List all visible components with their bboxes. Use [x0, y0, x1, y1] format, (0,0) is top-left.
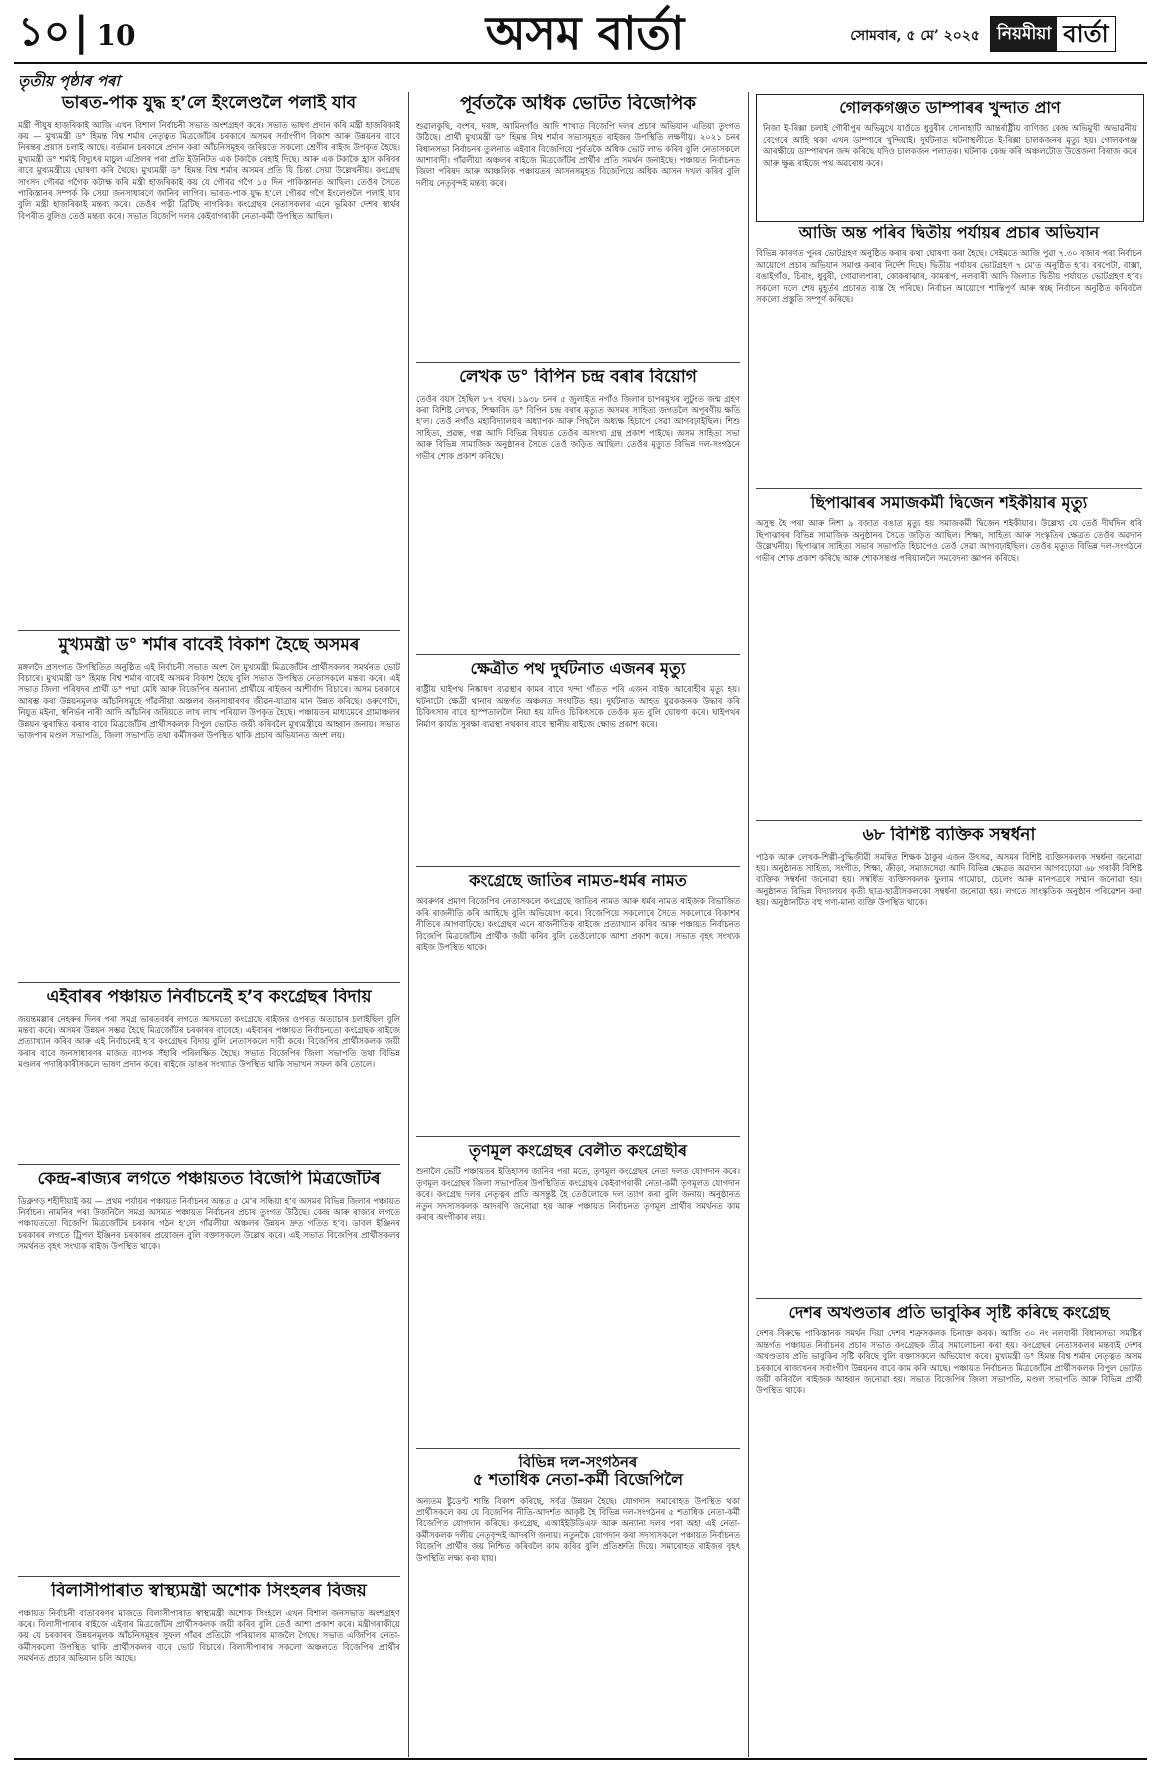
- headline: কংগ্ৰেছে জাতিৰ নামত-ধৰ্মৰ নামত: [469, 872, 687, 890]
- headline: ছিপাঝাৰৰ সমাজকৰ্মী দ্বিজেন শইকীয়াৰ মৃত্যু: [810, 494, 1088, 512]
- section-title: অসম বাৰ্তা: [485, 6, 685, 60]
- article-congress-patriotism: [756, 1304, 1142, 1754]
- divider: [416, 654, 740, 655]
- page-number-bengali: ১০: [18, 8, 70, 55]
- headline-line2: ৫ শতাধিক নেতা-কৰ্মী বিজেপিলৈ: [472, 1470, 684, 1490]
- headline: দেশৰ অখণ্ডতাৰ প্ৰতি ভাবুকিৰ সৃষ্টি কৰিছে কংগ্ৰেছ: [788, 1304, 1110, 1322]
- article-body: অন্যতম ষ্টুডেণ্ট শান্তি বিকাশ কৰিছে, সৰ্বত্ৰ উন্নয়ন হৈছে। যোগদান সমাৰোহত উপস্থিত থকা প্ৰাৰ্থীসকলে কয় যে বিজেপিৰ নীতি-আদৰ্শত আকৃষ্ট হৈ বিভিন্ন দল-সংগঠনৰ ৫ শতাধিক নেতা-কৰ্মী বিজেপিত যোগদান কৰিছে। কংগ্ৰেছ, এআইইউডিএফ আৰু অন্যান্য দলৰ পৰা অহা এই নেতা-কৰ্মীসকলক দলীয় নেতৃবৃন্দই আদৰণি জনায়। নতুনকৈ যোগদান কৰা সদস্যসকলে পঞ্চায়ত নিৰ্বাচনত বিজেপি প্ৰাৰ্থীৰ জয় নিশ্চিত কৰিবলৈ কাম কৰিব বুলি প্ৰতিশ্ৰুতি দিয়ে। সমাৰোহত ৰাইজৰ বৃহৎ উপস্থিতি লক্ষ্য কৰা যায়।: [416, 1495, 740, 1563]
- article-second-phase: [756, 224, 1142, 482]
- article-dwijen-saikia: [756, 494, 1142, 814]
- article-golakganj: [756, 94, 1144, 222]
- article-centre-state: [18, 1170, 400, 1570]
- article-congress-religion: [416, 872, 740, 1130]
- column-divider-2: [748, 92, 749, 1757]
- headline: লেখক ড° বিপিন চন্দ্ৰ বৰাৰ বিয়োগ: [459, 368, 697, 387]
- article-accident: [416, 660, 740, 860]
- article-body: মন্ত্ৰী পীযুষ হাজৰিকাই আজি এখন বিশাল নিৰ্বাচনী সভাত অংশগ্ৰহণ কৰে। সভাত ভাষণ প্ৰদান কৰি মন্ত্ৰী হাজৰিকাই কয় — মুখ্যমন্ত্ৰী ড° হিমন্ত বিশ্ব শৰ্মাৰ নেতৃত্বত মিত্ৰজোঁটৰ চৰকাৰে অসমৰ সৰ্বাংগীণ বিকাশ আৰু উন্নয়নৰ বাবে নিৰন্তৰ প্ৰয়াস চলাই আছে। বৰ্তমান চৰকাৰে প্ৰদান কৰা আঁচনিসমূহৰ জৰিয়তে সকলো শ্ৰেণীৰ ৰাইজ উপকৃত হৈছে। মুখ্যমন্ত্ৰী ড° শৰ্মাই বিদ্যুৎৰ মাচুল এপ্ৰিলৰ পৰা প্ৰতি ইউনিটত এক টকাকৈ ৰেহাই দিছে। আৰু এক টকাকৈ হ্ৰাস কৰিবৰ বাবে মুখ্যমন্ত্ৰীয়ে ঘোষণা কৰি থৈছে। মুখ্যমন্ত্ৰী ড° হিমন্ত বিশ্ব শৰ্মাৰ অসমৰ প্ৰতি যি চিন্তা সেয়া উল্লেখনীয়। কংগ্ৰেছ সাংসদ গৌৰৱ গগৈক কটাক্ষ কৰি মন্ত্ৰী হাজৰিকাই কয় যে গৌৰৱ গগৈ ১৫ দিন পাকিস্তানত আছিল। তেওঁৰ সৈতে পাকিস্তানৰ সম্পৰ্ক কি সেয়া জনসাধাৰণে জানিব লাগিব। ভাৰত-পাক যুদ্ধ হ’লে গৌৰৱ গগৈ ইংলেণ্ডলৈ পলাই যাব বুলি মন্ত্ৰী হাজৰিকাই মন্তব্য কৰে। তেওঁৰ পত্নী ব্ৰিটিছ নাগৰিক। কংগ্ৰেছৰ নেতাসকলৰ এনে ভূমিকা দেশৰ স্বাৰ্থৰ বিপৰীত বুলিও তেওঁ মন্তব্য কৰে। সভাত বিজেপি দলৰ কেইবাগৰাকী নেতা-কৰ্মী উপস্থিত আছিল।: [18, 119, 400, 221]
- column-divider-1: [408, 92, 409, 1757]
- logo-part2: বাৰ্তা: [1063, 19, 1109, 48]
- divider: [18, 1576, 400, 1577]
- article-body: জয়ন্তমল্লাৰ নেহৰুৰ দিনৰ পৰা সমগ্ৰ ভাৰতবৰ্ষৰ লগতে অসমতো কংগ্ৰেছে ৰাইজৰ ওপৰত অত্যাচাৰ চলাইছিল বুলি মন্তব্য কৰে। অসমৰ উন্নয়ন সম্ভৱ হৈছে মিত্ৰজোঁটৰ চৰকাৰৰ বাবেহে। এইবাৰৰ পঞ্চায়ত নিৰ্বাচনতো কংগ্ৰেছক ৰাইজে প্ৰত্যাখ্যান কৰিব আৰু এই নিৰ্বাচনেই হ’ব কংগ্ৰেছৰ বিদায় বুলি নেতাসকলে দাবী কৰে। বিজেপিৰ প্ৰাৰ্থীসকলক জয়ী কৰাৰ বাবে জনসাধাৰণৰ মাজত ব্যাপক সঁহাৰি পৰিলক্ষিত হৈছে। সভাত বিজেপিৰ জিলা সভাপতি তথা বিভিন্ন মণ্ডলৰ পদাধিকাৰীসকলে ভাষণ প্ৰদান কৰে। ৰাইজে ডাঙৰ সংখ্যাত উপস্থিত থাকি সভাখন সফল কৰি তোলে।: [18, 1013, 400, 1070]
- headline: কেন্দ্ৰ-ৰাজ্যৰ লগতে পঞ্চায়তত বিজেপি মিত্ৰজোঁটৰ: [37, 1170, 381, 1189]
- headline-line1: বিভিন্ন দল-সংগঠনৰ: [518, 1454, 638, 1471]
- article-body: দেশৰ বিৰুদ্ধে পাকিস্তানক সমৰ্থন দিয়া দেশৰ শত্ৰুসকলক চিনাক্ত কৰক। আজি ৩০ নং নলবাৰী বিধানসভা সমষ্টিৰ অন্তৰ্গত পঞ্চায়ত নিৰ্বাচনৰ প্ৰচাৰ সভাত কংগ্ৰেছক তীব্ৰ সমালোচনা কৰা হয়। কংগ্ৰেছৰ নেতাসকলৰ মন্তব্যই দেশৰ অখণ্ডতাৰ প্ৰতি ভাবুকিৰ সৃষ্টি কৰিছে বুলি বক্তাসকলে অভিযোগ কৰে। মুখ্যমন্ত্ৰী ড° হিমন্ত বিশ্ব শৰ্মাৰ নেতৃত্বত অসম চৰকাৰে ৰাজ্যখনৰ সৰ্বাংগীণ উন্নয়নৰ বাবে কাম কৰি আছে। পঞ্চায়ত নিৰ্বাচনত মিত্ৰজোঁটৰ প্ৰাৰ্থীসকলক বিপুল ভোটত জয়ী কৰিবলৈ ৰাইজক আহ্বান জনোৱা হয়। সভাত বিজেপিৰ জিলা সভাপতি, মণ্ডল সভাপতি আৰু বিভিন্ন প্ৰাৰ্থী উপস্থিত থাকে।: [756, 1328, 1142, 1396]
- article-body: শুনালৈ ভেটি পঞ্চায়তৰ ইতিহাসৰ জানিব পৰা মতে, তৃণমূল কংগ্ৰেছৰ নেতা দলত যোগদান কৰে। তৃণমূল কংগ্ৰেছৰ জিলা সভাপতিৰ উপস্থিতিত কংগ্ৰেছৰ কেইবাগৰাকী নেতা-কৰ্মী তৃণমূলত যোগদান কৰে। কংগ্ৰেছ দলৰ নেতৃত্বৰ প্ৰতি অসন্তুষ্ট হৈ তেওঁলোকে দল ত্যাগ কৰা বুলি জনায়। অনুষ্ঠানত নতুন সদস্যসকলক আদৰণি জনোৱা হয় আৰু পঞ্চায়ত নিৰ্বাচনত তৃণমূল প্ৰাৰ্থীৰ সমৰ্থনত কাম কৰাৰ অংগীকাৰ লয়।: [416, 1166, 740, 1223]
- article-body: পঞ্চায়ত নিৰ্বাচনী বাতাবৰণৰ মাজতে বিলাসীপাৰাত স্বাস্থ্যমন্ত্ৰী অশোক সিংহলে এখন বিশাল জনসভাত অংশগ্ৰহণ কৰে। বিলাসীপাৰাৰ ৰাইজে এইবাৰ মিত্ৰজোঁটৰ প্ৰাৰ্থীসকলক জয়ী কৰিব বুলি তেওঁ আশা প্ৰকাশ কৰে। মন্ত্ৰীগৰাকীয়ে কয় যে চৰকাৰৰ উন্নয়নমূলক আঁচনিসমূহৰ সুফল গাঁৱৰ প্ৰতিটো পৰিয়ালৰ মাজলৈ গৈছে। সভাত এজিপিৰ নেতা-কৰ্মীসকলো উপস্থিত থাকি প্ৰাৰ্থীসকলৰ বাবে ভোট বিচাৰে। বিলাসীপাৰাৰ সকলো অঞ্চলতে বিজেপিৰ প্ৰাৰ্থীৰ সমৰ্থনত প্ৰচাৰ অভিযান চলি আছে।: [18, 1607, 400, 1664]
- headline: পূৰ্বতকৈ অধিক ভোটত বিজেপিক: [460, 94, 696, 114]
- continuation-label: তৃতীয় পৃষ্ঠাৰ পৰা: [18, 72, 120, 90]
- issue-date: সোমবাৰ, ৫ মে’ ২০২৫: [850, 28, 980, 44]
- headline: তৃণমূল কংগ্ৰেছৰ বেলীত কংগ্ৰেছীৰ: [468, 1142, 688, 1160]
- newspaper-logo: [990, 16, 1116, 52]
- page-number: ১০ | 10: [18, 8, 136, 55]
- article-bilasipara: [18, 1582, 400, 1754]
- article-body: ৰাষ্ট্ৰীয় ঘাইপথ নিষ্কাষণ ব্যৱস্থাৰ কামৰ বাবে খন্দা গাঁতত পৰি এজন বাইক আৰোহীৰ মৃত্যু হয়। ঘটনাটো ক্ষেত্ৰী থানাৰ অন্তৰ্গত অঞ্চলত সংঘটিত হয়। দুৰ্ঘটনাত আহত যুৱকজনক উদ্ধাৰ কৰি চিকিৎসাৰ বাবে হাস্পতাললৈ নিয়া হয় যদিও চিকিৎসকে তেওঁক মৃত বুলি ঘোষণা কৰে। ঘাইপথৰ নিৰ্মাণ কাৰ্যত সুৰক্ষা ব্যৱস্থা নথকাৰ বাবে স্থানীয় ৰাইজে ক্ষোভ প্ৰকাশ কৰে।: [416, 684, 740, 729]
- headline: এইবাৰৰ পঞ্চায়ত নিৰ্বাচনেই হ’ব কংগ্ৰেছৰ বিদায়: [46, 988, 372, 1007]
- logo-part1: নিয়মীয়া: [991, 17, 1057, 51]
- divider: [756, 488, 1142, 489]
- article-body: অবৰুণৰ প্ৰমাণ বিজেপিৰ নেতাসকলে কংগ্ৰেছে জাতিৰ নামত আৰু ধৰ্মৰ নামত ৰাইজক বিভাজিত কৰি ৰাজনীতি কৰি আহিছে বুলি অভিযোগ কৰে। বিজেপিয়ে সকলোৰে সৈতে সকলোৰে বিকাশৰ নীতিৰে আগবাঢ়িছে। কংগ্ৰেছৰ এনে ৰাজনীতিক ৰাইজে প্ৰত্যাখ্যান কৰিব আৰু পঞ্চায়ত নিৰ্বাচনত বিজেপি মিত্ৰজোঁটৰ প্ৰাৰ্থীক জয়ী কৰিব বুলি তেওঁলোকে আশা প্ৰকাশ কৰে। সভাত বৃহৎ সংখ্যক ৰাইজ উপস্থিত থাকে।: [416, 896, 740, 953]
- headline: ক্ষেত্ৰীত পথ দুৰ্ঘটনাত এজনৰ মৃত্যু: [470, 660, 686, 678]
- headline: বিলাসীপাৰাত স্বাস্থ্যমন্ত্ৰী অশোক সিংহলৰ বিজয়: [51, 1582, 367, 1601]
- article-india-pak: [18, 94, 400, 624]
- divider: [416, 1448, 740, 1449]
- article-panchayat-congress: [18, 988, 400, 1158]
- divider: [416, 866, 740, 867]
- article-body: পাঠক আৰু লেখক-শিল্পী-বুদ্ধিজীৱী সমন্বিত শিক্ষক ঠাকুৰ এজন উৎসৱ, অসমৰ বিশিষ্ট ব্যক্তিসকলক সম্বৰ্ধনা জনোৱা হয়। অনুষ্ঠানত সাহিত্য, সংগীত, শিক্ষা, ক্ৰীড়া, সমাজসেৱা আদি বিভিন্ন ক্ষেত্ৰত অৱদান আগবঢ়োৱা ৬৮ গৰাকী বিশিষ্ট ব্যক্তিক সম্বৰ্ধনা জনোৱা হয়। সম্বৰ্ধিত ব্যক্তিসকলক ফুলাম গামোচা, চেলেং আৰু মানপত্ৰৰে সম্মান জনোৱা হয়। অনুষ্ঠানত বিভিন্ন বিদ্যালয়ৰ কৃতী ছাত্ৰ-ছাত্ৰীসকলকো সম্বৰ্ধনা জনোৱা হয়। লগতে সাংস্কৃতিক অনুষ্ঠান পৰিৱেশন কৰা হয়। অনুষ্ঠানটিত বহু গণ্য-মান্য ব্যক্তি উপস্থিত থাকে।: [756, 851, 1142, 908]
- article-body: ডিব্ৰুগড় শহীদীয়াই কয় — প্ৰথম পৰ্যায়ৰ পঞ্চায়ত নিৰ্বাচনৰ অন্তত ৫ মে’ৰ সন্ধিয়া হ’ব অসমৰ বিভিন্ন জিলাৰ পঞ্চায়ত নিৰ্বাচন। নামনিৰ পৰা উজনিলৈ সমগ্ৰ অসমত পঞ্চায়ত নিৰ্বাচনৰ প্ৰচাৰ তুংগত উঠিছে। কেন্দ্ৰ আৰু ৰাজ্যৰ লগতে পঞ্চায়ততো বিজেপি মিত্ৰজোঁটৰ চৰকাৰ গঠন হ’লে গাঁৱলীয়া অঞ্চলৰ উন্নয়ন দ্ৰুত গতিত হ’ব। ডাবল ইঞ্জিনৰ চৰকাৰৰ লগতে ট্ৰিপল ইঞ্জিনৰ চৰকাৰৰ প্ৰয়োজন বুলি বক্তাসকলে উল্লেখ কৰে। এই সভাত বিজেপিৰ প্ৰাৰ্থীসকলৰ সমৰ্থনত বৃহৎ সংখ্যক ৰাইজ উপস্থিত থাকে।: [18, 1195, 400, 1252]
- article-body: বিভিন্ন কাৰণত পুনৰ ভোটগ্ৰহণ অনুষ্ঠিত কৰাৰ কথা ঘোষণা কৰা হৈছে। সেইমতে আজি পুৱা ৭.৩০ বজাৰ পৰা নিৰ্বাচন আয়োগে প্ৰচাৰ অভিযান সমাপ্ত কৰাৰ নিৰ্দেশ দিছে। দ্বিতীয় পৰ্যায়ৰ ভোটগ্ৰহণ ৭ মে’ত অনুষ্ঠিত হ’ব। বৰপেটা, বাক্সা, বঙাইগাঁও, চিৰাং, ধুবুৰী, গোৱালপাৰা, কোকৰাঝাৰ, কামৰূপ, নলবাৰী আদি জিলাত দ্বিতীয় পৰ্যায়ত ভোটগ্ৰহণ হ’ব। সকলো দলে শেষ মুহূৰ্তৰ প্ৰচাৰত ব্যস্ত হৈ পৰিছে। নিৰ্বাচন আয়োগে শান্তিপূৰ্ণ আৰু স্বচ্ছ নিৰ্বাচন অনুষ্ঠিত কৰিবলৈ সকলো প্ৰস্তুতি সম্পূৰ্ণ কৰিছে।: [756, 248, 1142, 305]
- headline: ভাৰত-পাক যুদ্ধ হ’লে ইংলেণ্ডলৈ পলাই যাব: [61, 94, 357, 113]
- divider: [18, 982, 400, 983]
- article-body: তেওঁৰ বয়স হৈছিল ৮৭ বছৰ। ১৯৩৮ চনৰ ৫ জুলাইত নগাঁও জিলাৰ চাপৰমুখৰ লুটুংত জন্ম গ্ৰহণ কৰা বিশিষ্ট লেখক, শিক্ষাবিদ ড° বিপিন চন্দ্ৰ বৰাৰ মৃত্যুত অসমৰ সাহিত্য জগতলৈ অপূৰণীয় ক্ষতি হ’ল। তেওঁ নগাঁও মহাবিদ্যালয়ৰ অধ্যাপক আৰু পিছলৈ অধ্যক্ষ হিচাপে সেৱা আগবঢ়াইছিল। শিশু সাহিত্য, প্ৰৱন্ধ, গল্প আদি বিভিন্ন বিষয়ত তেওঁৰ অসংখ্য গ্ৰন্থ প্ৰকাশ পাইছে। অসম সাহিত্য সভা আৰু বিভিন্ন সামাজিক অনুষ্ঠানৰ সৈতে তেওঁ জড়িত আছিল। তেওঁৰ মৃত্যুত বিভিন্ন দল-সংগঠনে গভীৰ শোক প্ৰকাশ কৰিছে।: [416, 393, 740, 461]
- article-bipin-barua: [416, 368, 740, 648]
- article-five-hundred-join: [416, 1454, 740, 1754]
- article-body: শুৱালকুছি, বংশৰ, দৰঙ্গ, আমিনগাঁও আদি শাখাত বিজেপি দলৰ প্ৰচাৰ অভিযান এতিয়া তুংগত উঠিছে। প্ৰাৰ্থী মুখ্যমন্ত্ৰী ড° হিমন্ত বিশ্ব শৰ্মাৰ সভাসমূহত ৰাইজৰ উপস্থিতি লক্ষণীয়। ২০২১ চনৰ বিধানসভা নিৰ্বাচনৰ তুলনাত এইবাৰ বিজেপিয়ে পূৰ্বতকৈ অধিক ভোট লাভ কৰিব বুলি নেতাসকলে আশাবাদী। গাঁৱলীয়া অঞ্চলৰ ৰাইজে মিত্ৰজোঁটৰ প্ৰাৰ্থীৰ প্ৰতি সমৰ্থন জনাইছে। পঞ্চায়ত নিৰ্বাচনত জিলা পৰিষদ আৰু আঞ্চলিক পঞ্চায়তৰ আসনসমূহত বিজেপিয়ে অধিক আসন দখল কৰিব বুলি দলীয় নেতৃবৃন্দই মন্তব্য কৰে।: [416, 120, 740, 188]
- headline: মুখ্যমন্ত্ৰী ড° শৰ্মাৰ বাবেই বিকাশ হৈছে অসমৰ: [58, 636, 360, 655]
- article-body: অসুস্থ হৈ পৰা আৰু নিশা ৯ বজাত বঙাত মৃত্যু হয় সমাজকৰ্মী দ্বিজেন শইকীয়াৰ। উল্লেখ্য যে তেওঁ দীৰ্ঘদিন ধৰি ছিপাঝাৰৰ বিভিন্ন সামাজিক অনুষ্ঠানৰ সৈতে জড়িত আছিল। শিক্ষা, সাহিত্য আৰু সংস্কৃতিৰ ক্ষেত্ৰত তেওঁৰ অৱদান উল্লেখনীয়। ছিপাঝাৰ সাহিত্য সভাৰ সভাপতি হিচাপেও তেওঁ সেৱা আগবঢ়াইছিল। তেওঁৰ মৃত্যুত বিভিন্ন দল-সংগঠনে গভীৰ শোক প্ৰকাশ কৰিছে আৰু শোকসন্তপ্ত পৰিয়াললৈ সমবেদনা জ্ঞাপন কৰিছে।: [756, 518, 1142, 563]
- article-body: নিজা ই-ৰিক্সা চলাই গৌৰীপুৰ অভিমুখে যাওঁতে ধুবুৰীৰ সোনাহাটি আন্তৰ্ৰাষ্ট্ৰীয় বাণিজ্য কেন্দ্ৰ অভিমুখী অভাৱনীয় বেগেৰে আহি থকা এখন ডাম্পাৰে খুন্দিয়াই। দুৰ্ঘটনাত ঘটনাস্থলীতে ই-ৰিক্সা চালকজনৰ মৃত্যু হয়। গোলকগঞ্জ আৰক্ষীয়ে ডাম্পাৰখন জব্দ কৰিছে যদিও চালকজন পলাতক। ঘটনাক কেন্দ্ৰ কৰি অঞ্চলটোত উত্তেজনা বিৰাজ কৰে আৰু ক্ষুব্ধ ৰাইজে পথ অৱৰোধ কৰে।: [763, 123, 1137, 168]
- headline: গোলকগঞ্জত ডাম্পাৰৰ খুন্দাত প্ৰাণ: [839, 98, 1061, 117]
- article-cm-development: [18, 636, 400, 976]
- masthead-rule: [14, 62, 1147, 64]
- headline: ৬৮ বিশিষ্ট ব্যক্তিক সম্বৰ্ধনা: [862, 826, 1036, 845]
- footer-rule: [14, 1758, 1147, 1760]
- article-east-bjp: [416, 94, 740, 356]
- page-number-latin: 10: [96, 19, 136, 52]
- divider: [416, 1136, 740, 1137]
- divider: [756, 820, 1142, 821]
- headline: আজি অন্ত পৰিব দ্বিতীয় পৰ্যায়ৰ প্ৰচাৰ অভিযান: [798, 224, 1100, 242]
- article-body: মঙ্গলদৈ প্ৰসংগত উপস্থিতিত অনুষ্ঠিত এই নিৰ্বাচনী সভাত অংশ লৈ মুখ্যমন্ত্ৰী মিত্ৰজোঁটৰ প্ৰাৰ্থীসকলৰ সমৰ্থনত ভোট বিচাৰে। মুখ্যমন্ত্ৰী ড° হিমন্ত বিশ্ব শৰ্মাৰ বাবেই অসমৰ বিকাশ হৈছে বুলি সভাত উপস্থিত নেতাসকলে মন্তব্য কৰে। এই সভাত জিলা পৰিষদৰ প্ৰাৰ্থী ড° পদ্মা মেধি আৰু বিজেপিৰ অন্যান্য প্ৰাৰ্থীয়ে ৰাইজৰ আশীৰ্বাদ বিচাৰে। অসম চৰকাৰে আৰম্ভ কৰা উন্নয়নমূলক আঁচনিসমূহে গাঁৱলীয়া অঞ্চলৰ জনসাধাৰণৰ জীৱন-যাত্ৰাৰ মান উন্নত কৰিছে। ওৰুণোদৈ, নিযুত মইনা, স্বনিৰ্ভৰ নাৰী আদি আঁচনিৰ জৰিয়তে লাখ লাখ পৰিয়াল উপকৃত হৈছে। পঞ্চায়তৰ মাধ্যমেৰে গ্ৰামাঞ্চলৰ উন্নয়ন ত্বৰান্বিত কৰাৰ বাবে মিত্ৰজোঁটৰ প্ৰাৰ্থীসকলক বিপুল ভোটত জয়ী কৰিবলৈ মুখ্যমন্ত্ৰীয়ে আহ্বান জনায়। সভাত ভাজপাৰ মণ্ডল সভাপতি, জিলা সভাপতি তথা কৰ্মীসকল উপস্থিত থাকি প্ৰচাৰ অভিযানত অংশ লয়।: [18, 661, 400, 740]
- article-felicitation: [756, 826, 1142, 1292]
- divider: [416, 362, 740, 363]
- divider: [18, 1164, 400, 1165]
- divider: [756, 1298, 1142, 1299]
- divider: [18, 630, 400, 631]
- article-trinamool: [416, 1142, 740, 1442]
